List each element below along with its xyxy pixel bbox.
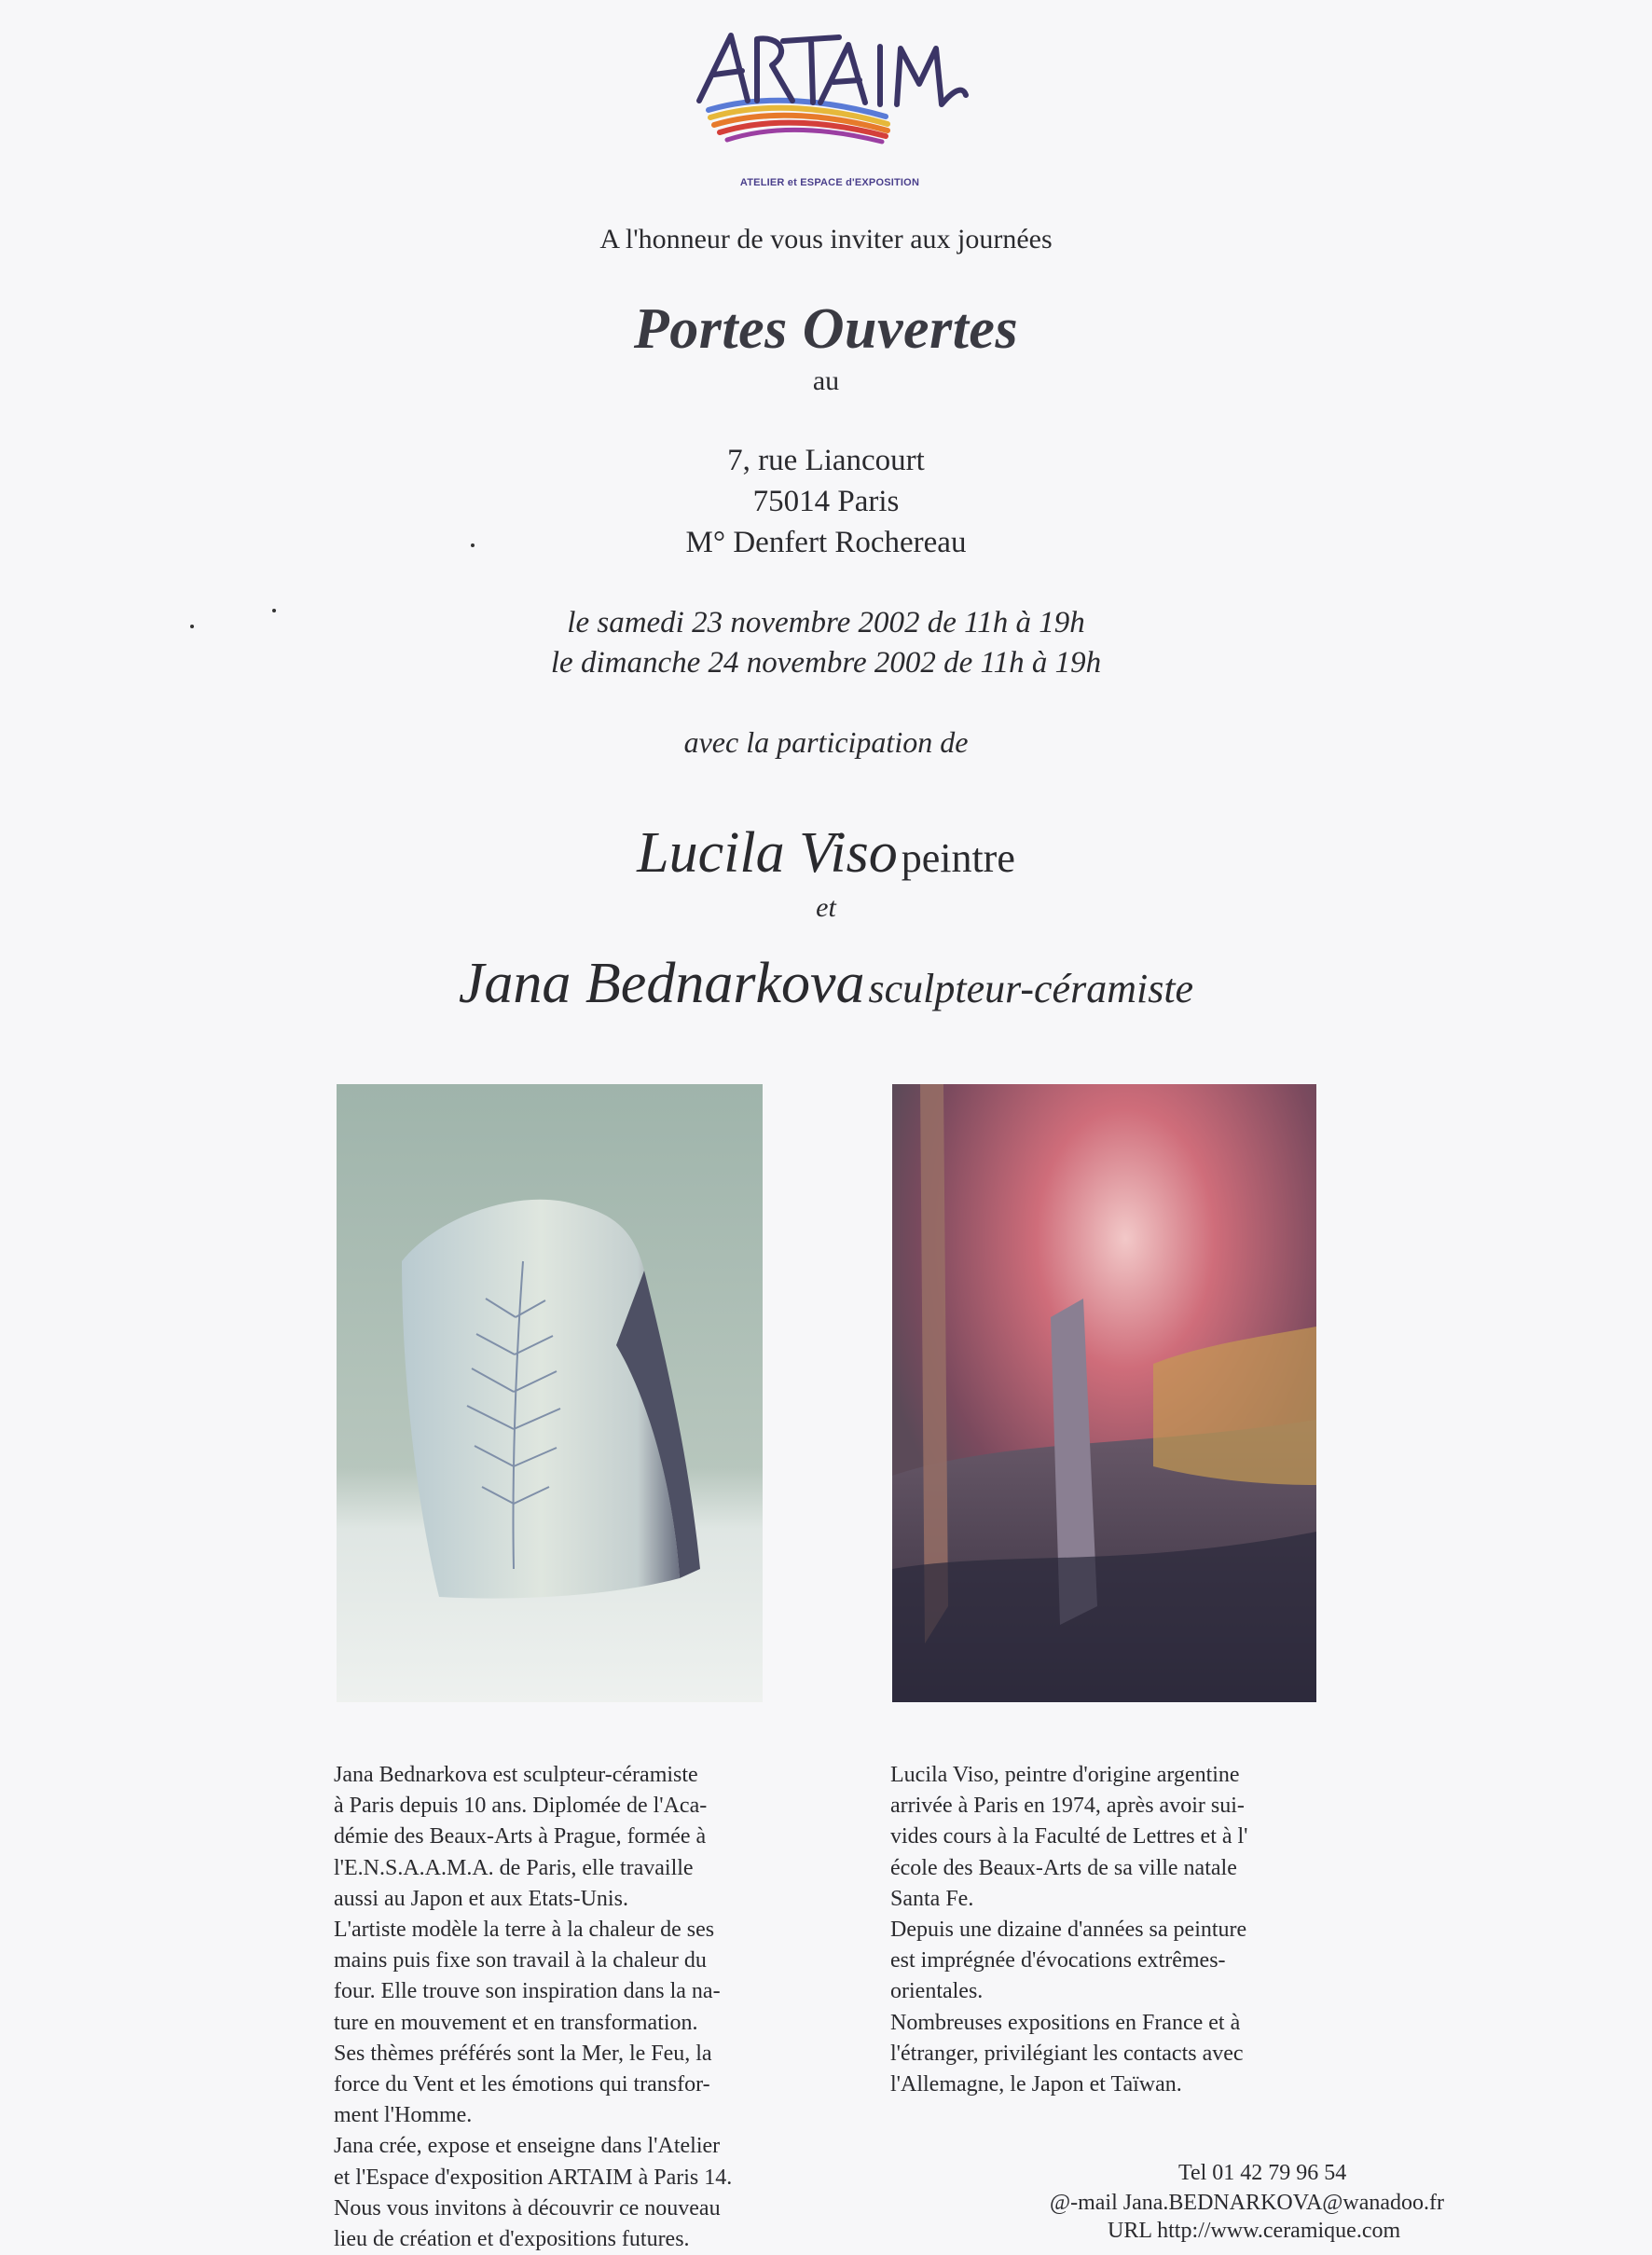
bio-line: Santa Fe. (890, 1886, 974, 1911)
speck (272, 609, 276, 612)
bio-line: four. Elle trouve son inspiration dans la na- (334, 1979, 721, 2004)
painter-name: Lucila Viso (637, 821, 898, 885)
au-text: au (812, 365, 840, 396)
speck (190, 625, 194, 628)
bio-jana-bednarkova (334, 1760, 800, 2255)
bio-line: école des Beaux-Arts de sa ville natale (890, 1855, 1237, 1880)
bio-line: Lucila Viso, peintre d'origine argentine (890, 1763, 1240, 1787)
bio-lucila-viso (890, 1760, 1347, 2100)
bio-line: mains puis fixe son travail à la chaleur du (334, 1948, 707, 1973)
event-title: Portes Ouvertes (633, 297, 1019, 361)
bio-line: Jana Bednarkova est sculpteur-céramiste (334, 1763, 698, 1787)
bio-line: L'artiste modèle la terre à la chaleur de ses (334, 1918, 715, 1943)
artaim-logo (690, 28, 970, 168)
participation-text: avec la participation de (683, 725, 969, 759)
bio-line: vides cours à la Faculté de Lettres et à l' (890, 1824, 1248, 1849)
bio-line: l'Allemagne, le Japon et Taïwan. (890, 2072, 1182, 2097)
bio-line: l'E.N.S.A.A.M.A. de Paris, elle travaille (334, 1855, 694, 1880)
logo-subtitle: ATELIER et ESPACE d'EXPOSITION (739, 177, 920, 188)
bio-line: Nous vous invitons à découvrir ce nouveau (334, 2195, 721, 2221)
date-saturday: le samedi 23 novembre 2002 de 11h à 19h (567, 606, 1085, 639)
artist-sculptor-line (0, 951, 1652, 1017)
bio-line: aussi au Japon et aux Etats-Unis. (334, 1886, 628, 1911)
bio-line: Jana crée, expose et enseigne dans l'Atelier (334, 2134, 721, 2159)
bio-line: Depuis une dizaine d'années sa peinture (890, 1918, 1247, 1943)
ceramic-sculpture-image (337, 1084, 763, 1702)
painting-image (892, 1084, 1316, 1702)
contact-url[interactable]: URL http://www.ceramique.com (1108, 2219, 1401, 2243)
bio-line: et l'Espace d'exposition ARTAIM à Paris 14. (334, 2165, 733, 2190)
address-metro: M° Denfert Rochereau (685, 526, 967, 559)
bio-line: démie des Beaux-Arts à Prague, formée à (334, 1824, 707, 1849)
artist-painter-line (0, 820, 1652, 887)
bio-line: ment l'Homme. (334, 2103, 473, 2128)
bio-line: lieu de création et d'expositions futures. (334, 2227, 690, 2252)
contact-tel: Tel 01 42 79 96 54 (1178, 2161, 1347, 2185)
sculptor-name: Jana Bednarkova (458, 952, 865, 1015)
bio-line: Nombreuses expositions en France et à (890, 2010, 1241, 2035)
painter-role: peintre (901, 835, 1015, 881)
date-sunday: le dimanche 24 novembre 2002 de 11h à 19h (550, 646, 1102, 680)
bio-line: l'étranger, privilégiant les contacts avec (890, 2041, 1244, 2066)
bio-line: à Paris depuis 10 ans. Diplomée de l'Aca- (334, 1794, 708, 1819)
bio-line: est imprégnée d'évocations extrêmes- (890, 1948, 1226, 1973)
rainbow-swoosh-icon (709, 101, 888, 142)
et-text: et (816, 892, 836, 923)
contact-email[interactable]: @-mail Jana.BEDNARKOVA@wanadoo.fr (1050, 2191, 1445, 2215)
logo-letters-icon (699, 35, 966, 104)
bio-line: force du Vent et les émotions qui transfor- (334, 2072, 710, 2097)
speck (471, 543, 475, 547)
invitation-line: A l'honneur de vous inviter aux journées (599, 224, 1053, 254)
bio-line: Ses thèmes préférés sont la Mer, le Feu, la (334, 2041, 712, 2066)
sculptor-role: sculpteur-céramiste (868, 966, 1194, 1011)
bio-line: arrivée à Paris en 1974, après avoir sui- (890, 1794, 1245, 1819)
bio-line: orientales. (890, 1979, 984, 2004)
address-street: 7, rue Liancourt (727, 444, 925, 477)
bio-line: ture en mouvement et en transformation. (334, 2010, 698, 2035)
address-city: 75014 Paris (752, 485, 900, 518)
